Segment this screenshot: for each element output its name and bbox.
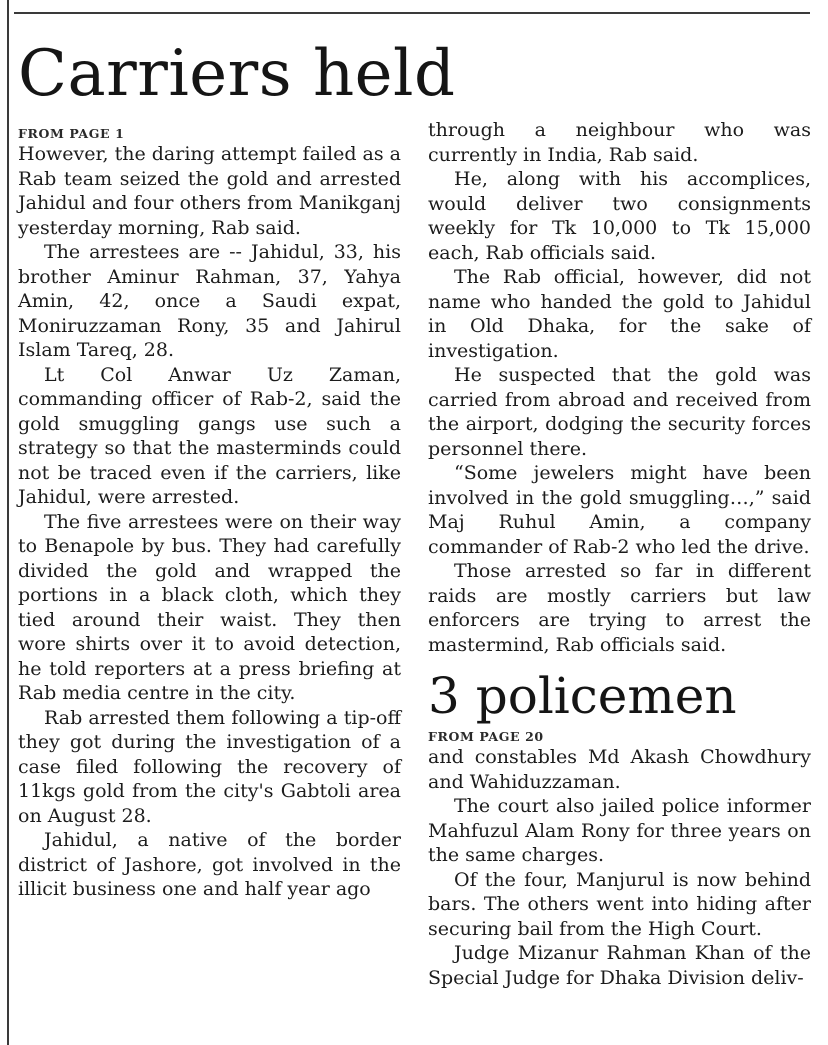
article-paragraph: Rab arrested them following a tip-off they got during the investigation of a case filed following the recovery of 11kgs gold from the city's Gabtoli area on August 28.	[18, 706, 401, 827]
column-divider-left	[7, 0, 9, 1045]
article-paragraph: However, the daring attempt failed as a Rab team seized the gold and arrested Jahidul and four others from Manikganj yesterday morning, Rab said.	[18, 143, 401, 239]
kicker-from-page-20: FROM PAGE 20	[428, 729, 544, 744]
article-paragraph: Lt Col Anwar Uz Zaman, commanding officer of Rab-2, said the gold smuggling gangs use such a strategy so that the masterminds could not be traced even if the carriers, like Jahidul, were arrested.	[18, 363, 401, 508]
article-paragraph: The Rab official, however, did not name who handed the gold to Jahidul in Old Dhaka, for the sake of investigation.	[428, 266, 811, 362]
article-column-right	[428, 118, 811, 990]
article-paragraph: The five arrestees were on their way to Benapole by bus. They had carefully divided the gold and wrapped the portions in a black cloth, which they tied around their waist. They then wore shirts over it to avoid detection, he told reporters at a press briefing at Rab media centre in the city.	[18, 510, 401, 704]
article-paragraph: Jahidul, a native of the border district of Jashore, got involved in the illicit business one and half year ago	[18, 829, 401, 900]
article-column-left	[18, 126, 401, 902]
article-paragraph: Those arrested so far in different raids are mostly carriers but law enforcers are trying to arrest the mastermind, Rab officials said.	[428, 560, 811, 656]
article-paragraph: The court also jailed police informer Mahfuzul Alam Rony for three years on the same charges.	[428, 795, 811, 866]
article-paragraph: He suspected that the gold was carried from abroad and received from the airport, dodging the security forces personnel there.	[428, 364, 811, 460]
kicker-from-page-1: FROM PAGE 1	[18, 126, 125, 141]
article-paragraph: “Some jewelers might have been involved in the gold smuggling…,” said Maj Ruhul Amin, a company commander of Rab-2 who led the drive.	[428, 462, 811, 558]
article-paragraph: Of the four, Manjurul is now behind bars. The others went into hiding after securing bail from the High Court.	[428, 868, 811, 940]
top-rule	[14, 12, 810, 14]
headline-carriers-held: Carriers held	[18, 37, 456, 111]
article-paragraph: He, along with his accomplices, would deliver two consignments weekly for Tk 10,000 to Tk 15,000 each, Rab officials said.	[428, 168, 811, 264]
article-paragraph: The arrestees are -- Jahidul, 33, his brother Aminur Rahman, 37, Yahya Amin, 42, once a Saudi expat, Moniruzzaman Rony, 35 and Jahirul Islam Tareq, 28.	[18, 241, 401, 361]
article-paragraph: and constables Md Akash Chowdhury and Wahiduzzaman.	[428, 746, 811, 793]
article-paragraph: through a neighbour who was currently in India, Rab said.	[428, 119, 811, 166]
headline-3-policemen: 3 policemen	[428, 667, 737, 725]
article-paragraph: Judge Mizanur Rahman Khan of the Special Judge for Dhaka Division deliv-	[428, 942, 811, 989]
